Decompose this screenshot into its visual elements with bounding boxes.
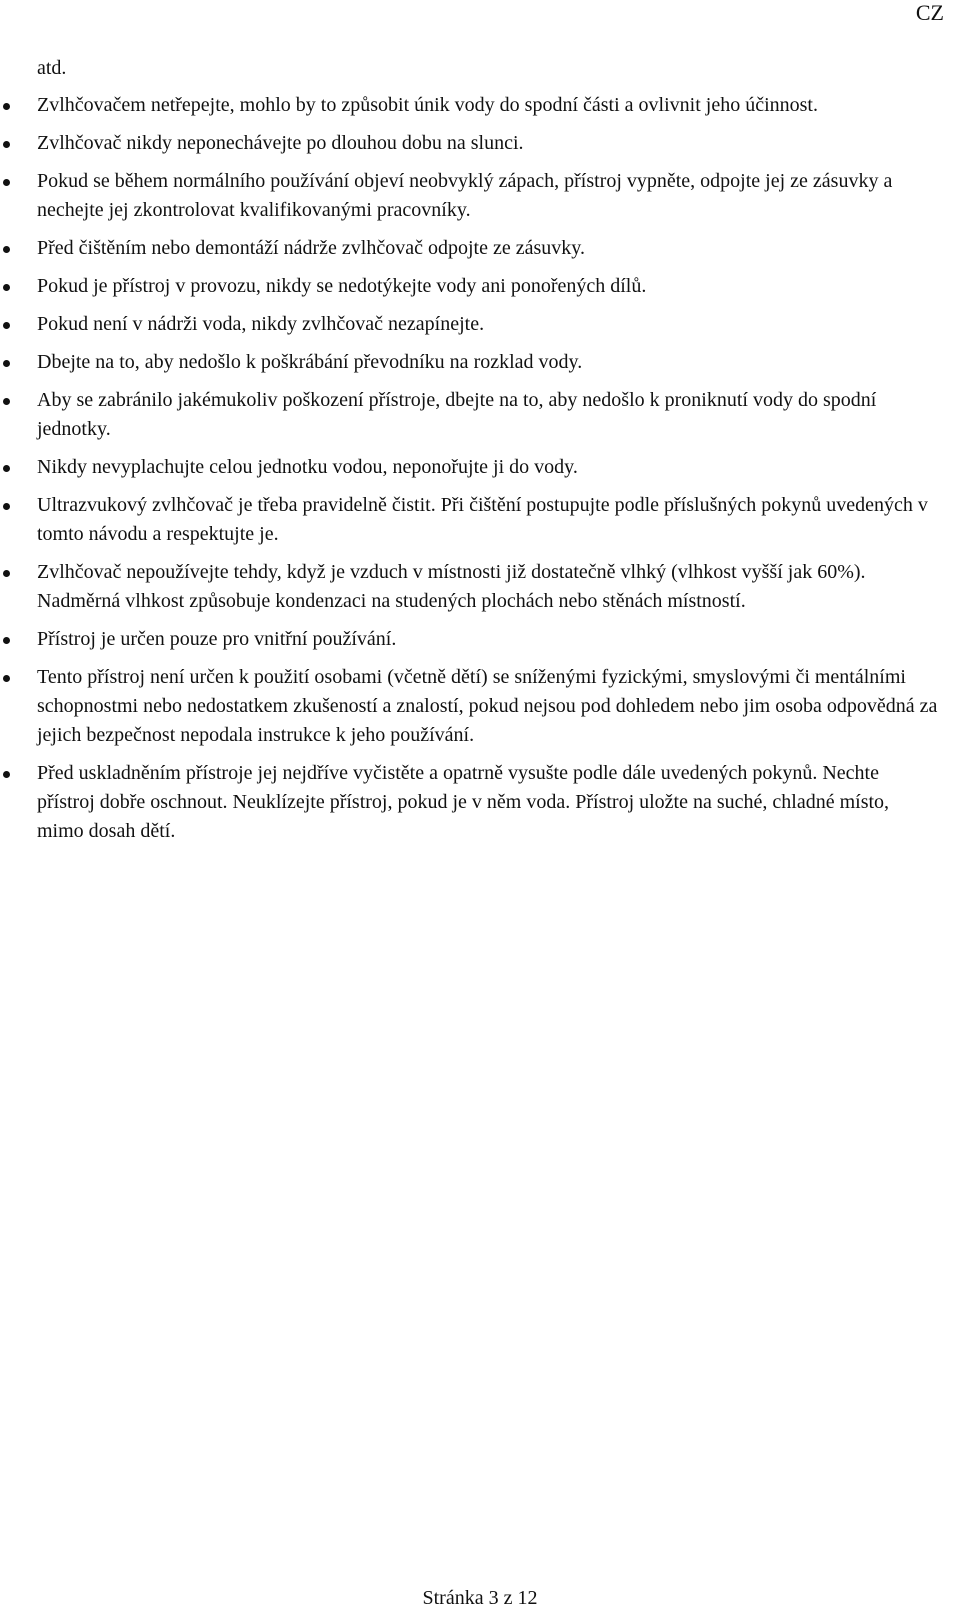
list-item <box>0 310 940 339</box>
bullet-icon <box>3 246 10 253</box>
list-item <box>0 129 940 158</box>
bullet-icon <box>3 284 10 291</box>
list-item <box>0 348 940 377</box>
bullet-icon <box>3 398 10 405</box>
page-footer <box>0 1586 960 1610</box>
list-item-text: Pokud je přístroj v provozu, nikdy se nedotýkejte vody ani ponořených dílů. <box>37 275 647 297</box>
bullet-icon <box>3 465 10 472</box>
list-item <box>0 558 940 616</box>
bullet-icon <box>3 141 10 148</box>
bullet-icon <box>3 322 10 329</box>
list-item <box>0 663 940 750</box>
document-body <box>0 54 940 855</box>
list-item <box>0 625 940 654</box>
list-item-text: Zvlhčovačem netřepejte, mohlo by to způsobit únik vody do spodní části a ovlivnit jeho účinnost. <box>37 94 818 116</box>
bullet-icon <box>3 771 10 778</box>
bullet-icon <box>3 103 10 110</box>
list-item <box>0 453 940 482</box>
safety-instructions-list <box>0 91 940 846</box>
list-item-text: Pokud není v nádrži voda, nikdy zvlhčovač nezapínejte. <box>37 313 485 335</box>
list-item-text: Pokud se během normálního používání objeví neobvyklý zápach, přístroj vypněte, odpojte jej ze zásuvky a nechejte jej zkontrolovat kvalifikovanými pracovníky. <box>37 170 893 221</box>
bullet-icon <box>3 675 10 682</box>
list-item <box>0 234 940 263</box>
list-item-text: Přístroj je určen pouze pro vnitřní používání. <box>37 628 397 650</box>
list-item-text: Před čištěním nebo demontáží nádrže zvlhčovač odpojte ze zásuvky. <box>37 237 585 259</box>
list-item-text: Tento přístroj není určen k použití osobami (včetně dětí) se sníženými fyzickými, smyslovými či mentálními schopnostmi nebo nedostatkem zkušeností a znalostí, pokud nejsou pod dohledem nebo jim osoba odpovědná za jejich bezpečnost nepodala instrukce k jeho používání. <box>37 666 938 746</box>
language-code: CZ <box>915 0 944 25</box>
bullet-icon <box>3 637 10 644</box>
list-item-text: Dbejte na to, aby nedošlo k poškrábání převodníku na rozklad vody. <box>37 351 583 373</box>
bullet-icon <box>3 570 10 577</box>
bullet-icon <box>3 179 10 186</box>
list-item-text: Zvlhčovač nikdy neponechávejte po dlouhou dobu na slunci. <box>37 132 524 154</box>
page-number: Stránka 3 z 12 <box>422 1587 538 1609</box>
list-item <box>0 386 940 444</box>
list-item-text: Zvlhčovač nepoužívejte tehdy, když je vzduch v místnosti již dostatečně vlhký (vlhkost vyšší jak 60%). Nadměrná vlhkost způsobuje kondenzaci na studených plochách nebo stěnách místností. <box>37 561 866 612</box>
list-item <box>0 491 940 549</box>
list-item <box>0 759 940 846</box>
list-item <box>0 272 940 301</box>
list-item <box>0 91 940 120</box>
list-item-text: Před uskladněním přístroje jej nejdříve vyčistěte a opatrně vysušte podle dále uvedených pokynů. Nechte přístroj dobře oschnout. Neuklízejte přístroj, pokud je v něm voda. Přístroj uložte na suché, chladné místo, mimo dosah dětí. <box>37 762 890 842</box>
bullet-icon <box>3 503 10 510</box>
list-item-text: Ultrazvukový zvlhčovač je třeba pravidelně čistit. Při čištění postupujte podle příslušných pokynů uvedených v tomto návodu a respektujte je. <box>37 494 928 545</box>
lead-text: atd. <box>37 57 67 79</box>
bullet-icon <box>3 360 10 367</box>
list-item-text: Nikdy nevyplachujte celou jednotku vodou, neponořujte ji do vody. <box>37 456 578 478</box>
list-item-text: Aby se zabránilo jakémukoliv poškození přístroje, dbejte na to, aby nedošlo k proniknutí vody do spodní jednotky. <box>37 389 877 440</box>
list-item <box>0 167 940 225</box>
